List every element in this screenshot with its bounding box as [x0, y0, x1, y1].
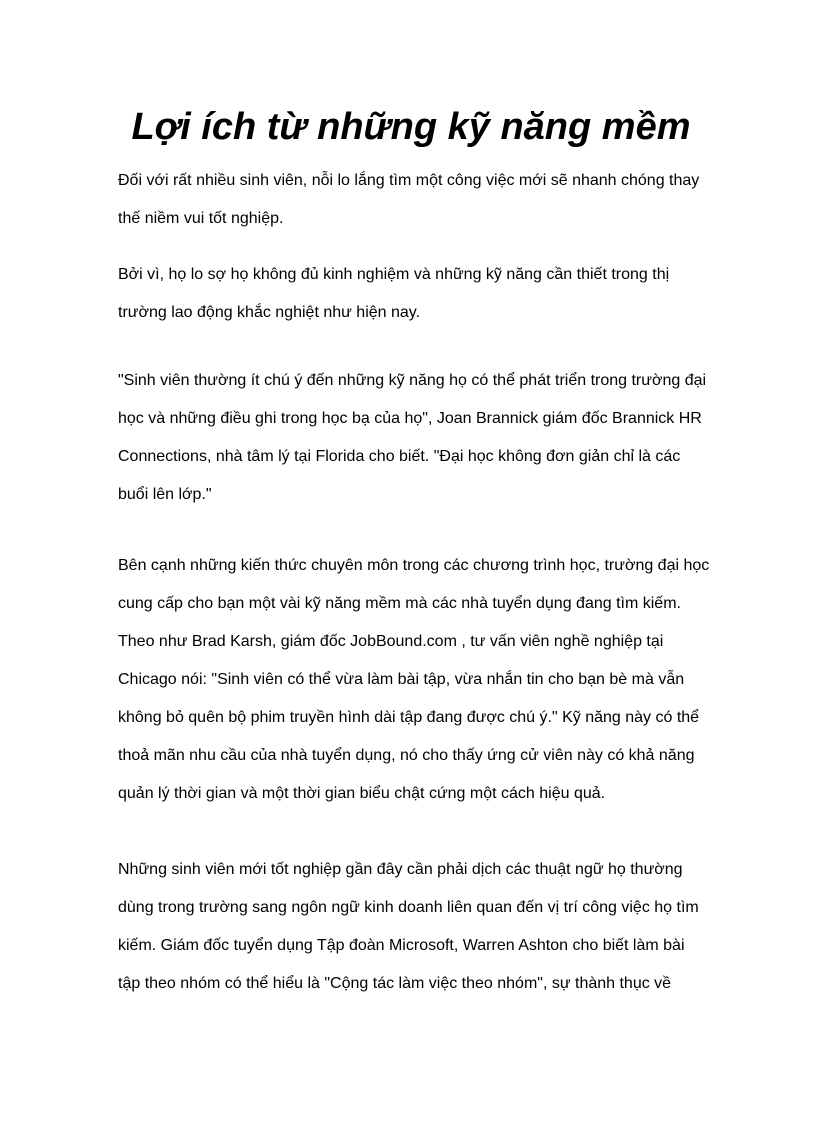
- text-line: "Sinh viên thường ít chú ý đến những kỹ năng họ có thể phát triển trong trường đại: [118, 372, 707, 389]
- paragraph: [118, 256, 704, 332]
- text-line: tập theo nhóm có thể hiểu là "Cộng tác làm việc theo nhóm", sự thành thục về: [118, 975, 672, 992]
- text-line: trường lao động khắc nghiệt như hiện nay.: [118, 304, 421, 321]
- text-line: Theo như Brad Karsh, giám đốc JobBound.com , tư vấn viên nghề nghiệp tại: [118, 633, 664, 650]
- text-line: thế niềm vui tốt nghiệp.: [118, 210, 284, 227]
- paragraph: [118, 362, 707, 514]
- text-line: Bởi vì, họ lo sợ họ không đủ kinh nghiệm và những kỹ năng cần thiết trong thị: [118, 266, 670, 283]
- paragraph: [118, 851, 704, 1003]
- paragraph: [118, 162, 704, 238]
- text-line: quản lý thời gian và một thời gian biểu chật cứng một cách hiệu quả.: [118, 785, 606, 802]
- text-line: Connections, nhà tâm lý tại Florida cho biết. "Đại học không đơn giản chỉ là các: [118, 448, 681, 465]
- paragraph: [118, 547, 710, 813]
- text-line: Chicago nói: "Sinh viên có thể vừa làm bài tập, vừa nhắn tin cho bạn bè mà vẫn: [118, 671, 685, 688]
- text-line: buổi lên lớp.": [118, 486, 212, 503]
- text-line: kiếm. Giám đốc tuyển dụng Tập đoàn Microsoft, Warren Ashton cho biết làm bài: [118, 937, 685, 954]
- text-line: không bỏ quên bộ phim truyền hình dài tập đang được chú ý." Kỹ năng này có thể: [118, 709, 700, 726]
- text-line: dùng trong trường sang ngôn ngữ kinh doanh liên quan đến vị trí công việc họ tìm: [118, 899, 699, 916]
- text-line: học và những điều ghi trong học bạ của họ", Joan Brannick giám đốc Brannick HR: [118, 410, 702, 427]
- text-line: thoả mãn nhu cầu của nhà tuyển dụng, nó cho thấy ứng cử viên này có khả năng: [118, 747, 695, 764]
- text-line: Những sinh viên mới tốt nghiệp gần đây cần phải dịch các thuật ngữ họ thường: [118, 861, 683, 878]
- document-body: [118, 162, 710, 1003]
- text-line: cung cấp cho bạn một vài kỹ năng mềm mà các nhà tuyển dụng đang tìm kiếm.: [118, 595, 681, 612]
- text-line: Đối với rất nhiều sinh viên, nỗi lo lắng tìm một công việc mới sẽ nhanh chóng thay: [118, 172, 700, 189]
- document-title: Lợi ích từ những kỹ năng mềm: [131, 106, 691, 148]
- text-line: Bên cạnh những kiến thức chuyên môn trong các chương trình học, trường đại học: [118, 557, 710, 574]
